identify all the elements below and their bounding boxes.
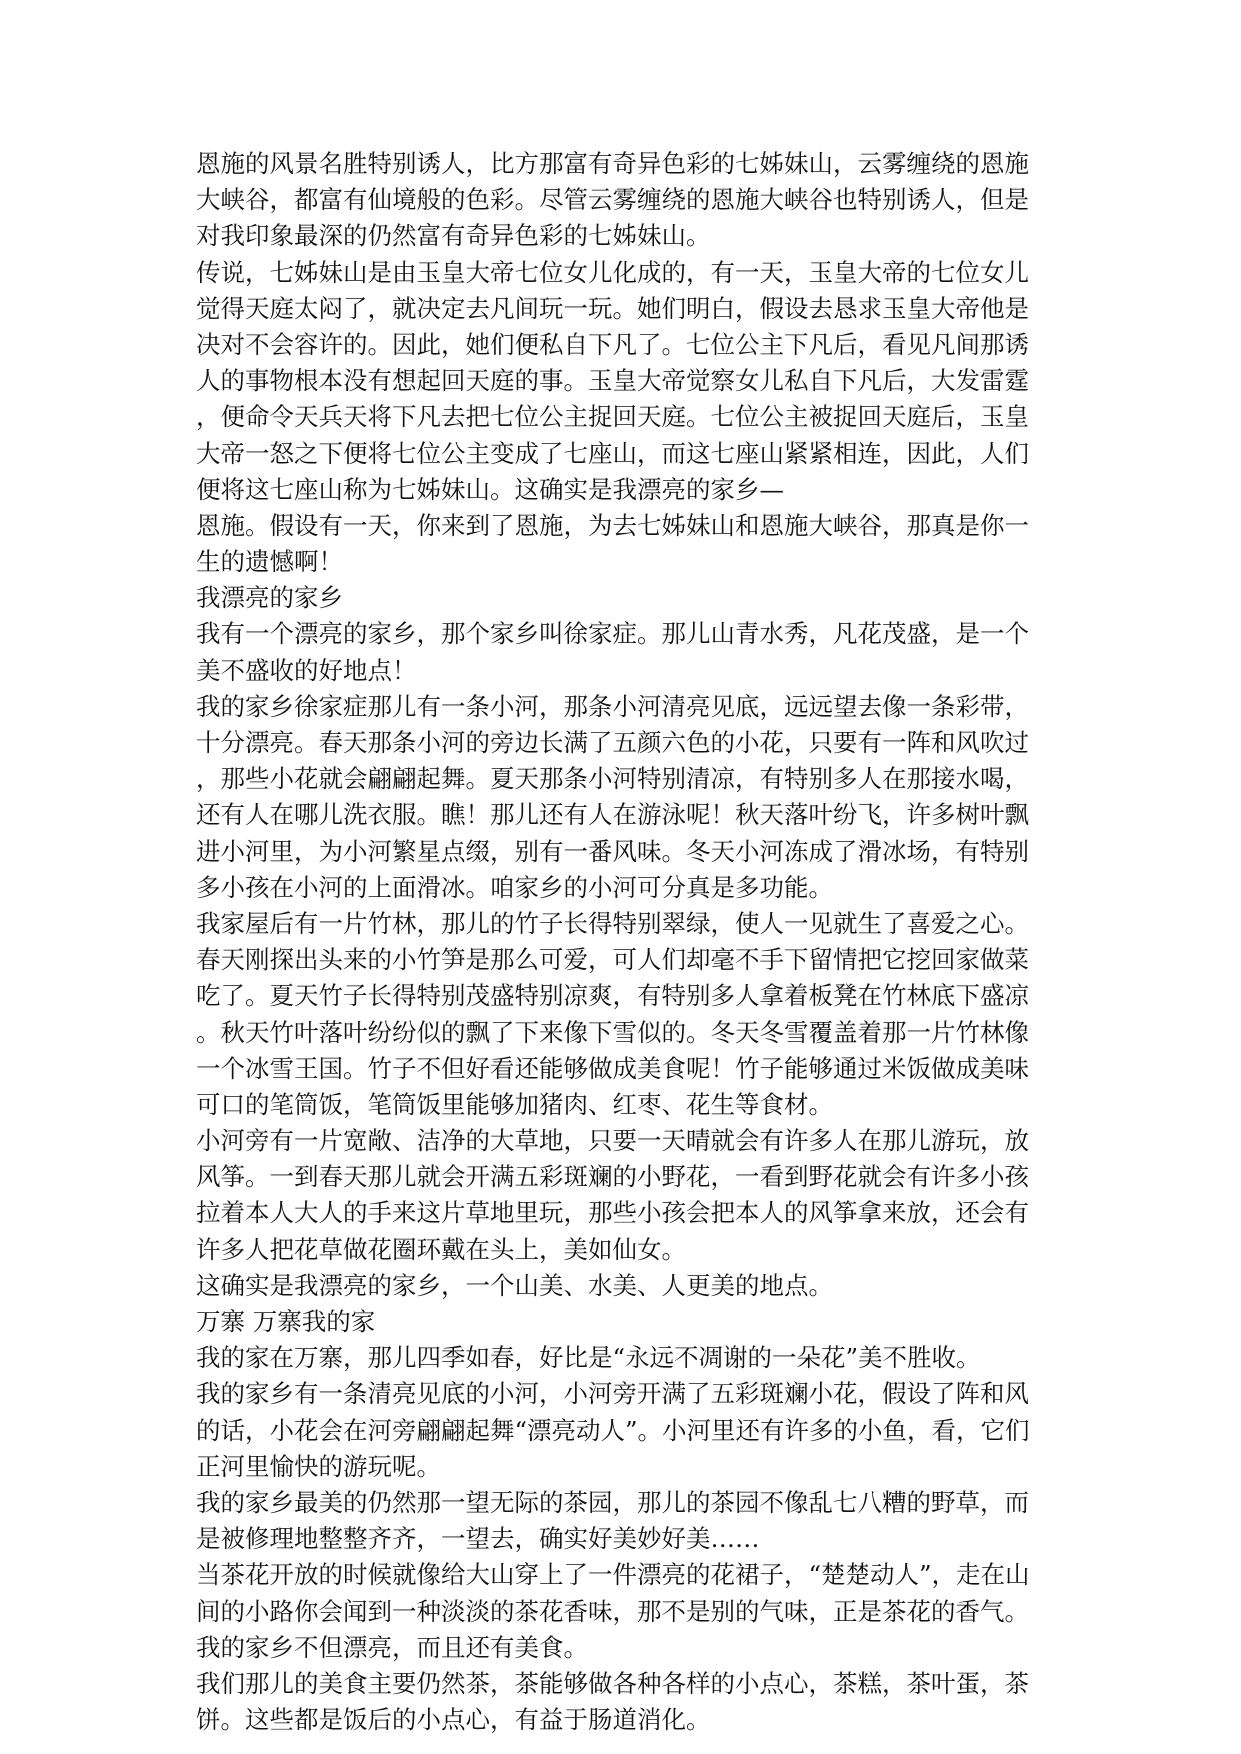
text-line: 我们那儿的美食主要仍然茶，茶能够做各种各样的小点心，茶糕，茶叶蛋，茶 xyxy=(196,1668,1029,1698)
text-line: 十分漂亮。春天那条小河的旁边长满了五颜六色的小花，只要有一阵和风吹过 xyxy=(196,728,1029,757)
text-line: 美不盛收的好地点！ xyxy=(196,655,417,685)
text-line: 一个冰雪王国。竹子不但好看还能够做成美食呢！竹子能够通过米饭做成美味 xyxy=(196,1053,1029,1083)
text-line: 我漂亮的家乡 xyxy=(196,583,343,613)
text-line: 拉着本人大人的手来这片草地里玩，那些小孩会把本人的风筝拿来放，还会有 xyxy=(196,1198,1029,1228)
text-line: 生的遗憾啊！ xyxy=(196,547,343,577)
text-line: 。秋天竹叶落叶纷纷似的飘了下来像下雪似的。冬天冬雪覆盖着那一片竹林像 xyxy=(196,1017,1029,1047)
text-line: 当茶花开放的时候就像给大山穿上了一件漂亮的花裙子，“楚楚动人”，走在山 xyxy=(196,1560,1030,1590)
text-line: ，那些小花就会翩翩起舞。夏天那条小河特别清凉，有特别多人在那接水喝， xyxy=(196,764,1029,794)
text-line: 我的家在万寨，那儿四季如春，好比是“永远不凋谢的一朵花”美不胜收。 xyxy=(196,1343,981,1373)
text-line: 风筝。一到春天那儿就会开满五彩斑斓的小野花，一看到野花就会有许多小孩 xyxy=(196,1162,1029,1192)
text-line: 我的家乡最美的仍然那一望无际的茶园，那儿的茶园不像乱七八糟的野草，而 xyxy=(196,1487,1029,1517)
text-line: 饼。这些都是饭后的小点心，有益于肠道消化。 xyxy=(196,1705,711,1735)
text-line: 的话，小花会在河旁翩翩起舞“漂亮动人”。小河里还有许多的小鱼，看，它们 xyxy=(196,1415,1030,1445)
text-line: 多小孩在小河的上面滑冰。咱家乡的小河可分真是多功能。 xyxy=(196,872,833,902)
text-line: 决对不会容许的。因此，她们便私自下凡了。七位公主下凡后，看见凡间那诱 xyxy=(196,329,1029,359)
text-line: 万寨 万寨我的家 xyxy=(196,1307,376,1336)
text-line: 对我印象最深的仍然富有奇异色彩的七姊妹山。 xyxy=(196,221,711,251)
text-line: 我的家乡不但漂亮，而且还有美食。 xyxy=(196,1632,588,1662)
text-line: 恩施。假设有一天，你来到了恩施，为去七姊妹山和恩施大峡谷，那真是你一 xyxy=(196,510,1029,540)
body-text xyxy=(196,146,1046,1738)
text-line: 正河里愉快的游玩呢。 xyxy=(196,1451,441,1481)
text-line: 许多人把花草做花圈环戴在头上，美如仙女。 xyxy=(196,1234,686,1264)
text-line: 我家屋后有一片竹林，那儿的竹子长得特别翠绿，使人一见就生了喜爱之心。 xyxy=(196,908,1029,938)
text-line: 恩施的风景名胜特别诱人，比方那富有奇异色彩的七姊妹山，云雾缠绕的恩施 xyxy=(196,149,1029,178)
text-line: 是被修理地整整齐齐，一望去，确实好美妙好美…… xyxy=(196,1524,760,1554)
text-line: 还有人在哪儿洗衣服。瞧！那儿还有人在游泳呢！秋天落叶纷飞，许多树叶飘 xyxy=(196,800,1029,830)
text-line: 吃了。夏天竹子长得特别茂盛特别凉爽，有特别多人拿着板凳在竹林底下盛凉 xyxy=(196,981,1029,1011)
text-line: 我的家乡徐家症那儿有一条小河，那条小河清亮见底，远远望去像一条彩带， xyxy=(196,691,1029,721)
text-line: 觉得天庭太闷了，就决定去凡间玩一玩。她们明白，假设去恳求玉皇大帝他是 xyxy=(196,293,1029,323)
text-line: 小河旁有一片宽敞、洁净的大草地，只要一天晴就会有许多人在那儿游玩，放 xyxy=(196,1126,1029,1156)
text-line: 便将这七座山称为七姊妹山。这确实是我漂亮的家乡— xyxy=(196,474,784,504)
text-line: 可口的笔筒饭，笔筒饭里能够加猪肉、红枣、花生等食材。 xyxy=(196,1089,833,1119)
text-line: 我的家乡有一条清亮见底的小河，小河旁开满了五彩斑斓小花，假设了阵和风 xyxy=(196,1379,1029,1409)
text-line: ，便命令天兵天将下凡去把七位公主捉回天庭。七位公主被捉回天庭后，玉皇 xyxy=(196,402,1029,432)
text-line: 人的事物根本没有想起回天庭的事。玉皇大帝觉察女儿私自下凡后，大发雷霆 xyxy=(196,366,1029,396)
text-line: 间的小路你会闻到一种淡淡的茶花香味，那不是别的气味，正是茶花的香气。 xyxy=(196,1596,1029,1626)
text-line: 进小河里，为小河繁星点缀，别有一番风味。冬天小河冻成了滑冰场，有特别 xyxy=(196,836,1029,866)
text-line: 我有一个漂亮的家乡，那个家乡叫徐家症。那儿山青水秀，凡花茂盛，是一个 xyxy=(196,619,1029,649)
text-line: 这确实是我漂亮的家乡，一个山美、水美、人更美的地点。 xyxy=(196,1270,833,1300)
text-line: 大帝一怒之下便将七位公主变成了七座山，而这七座山紧紧相连，因此，人们 xyxy=(196,438,1029,468)
text-line: 春天刚探出头来的小竹笋是那么可爱，可人们却毫不手下留情把它挖回家做菜 xyxy=(196,945,1029,975)
text-line: 传说，七姊妹山是由玉皇大帝七位女儿化成的，有一天，玉皇大帝的七位女儿 xyxy=(196,257,1029,287)
text-line: 大峡谷，都富有仙境般的色彩。尽管云雾缠绕的恩施大峡谷也特别诱人，但是 xyxy=(196,185,1029,215)
